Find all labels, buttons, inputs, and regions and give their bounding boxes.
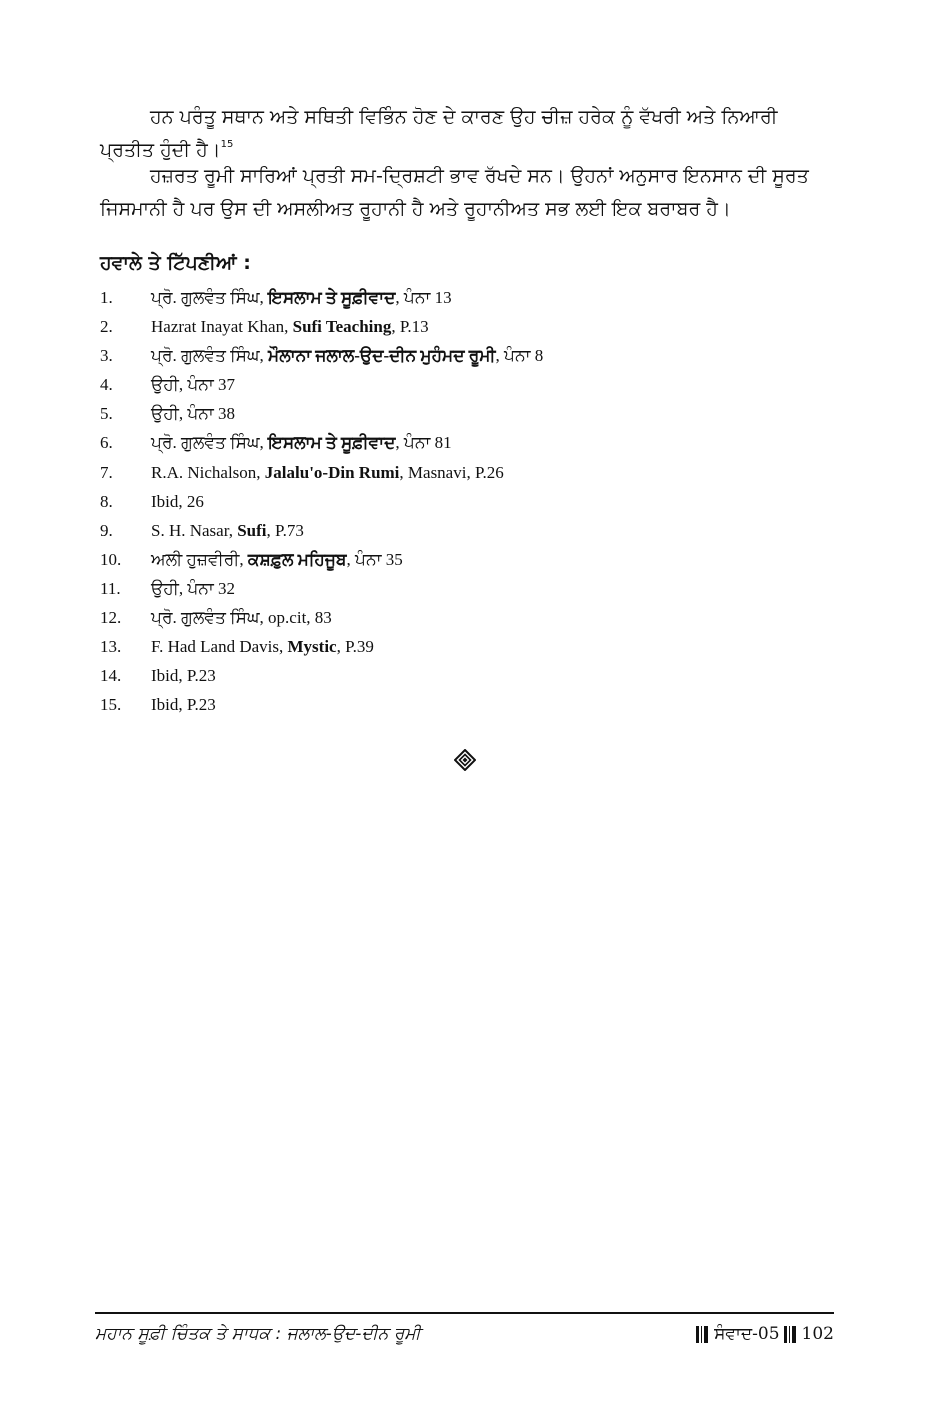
reference-text [151,637,374,656]
reference-item [100,312,543,341]
reference-author: ਅਲੀ ਹੁਜ਼ਵੀਰੀ, [151,549,248,569]
barcode-icon [784,1326,798,1343]
reference-item [100,487,543,516]
reference-title: ਇਸਲਾਮ ਤੇ ਸੂਫ਼ੀਵਾਦ [268,288,396,307]
reference-number: 2. [100,317,113,337]
reference-text [151,404,235,423]
reference-page: , ਪੰਨਾ 35 [346,549,403,569]
paragraph-1-line-2: ਪ੍ਰਤੀਤ ਹੁੰਦੀ ਹੈ। [100,139,221,161]
reference-item [100,545,543,574]
reference-number: 15. [100,695,122,715]
reference-author: F. Had Land Davis, [151,637,288,657]
reference-number: 5. [100,404,113,424]
reference-number: 6. [100,433,113,453]
reference-author: ਪ੍ਰੋ. ਗੁਲਵੰਤ ਸਿੰਘ, [151,346,269,366]
reference-item [100,632,543,661]
reference-text [151,521,304,540]
reference-title: ਕਸ਼ਫ਼ੁਲ ਮਹਿਜੂਬ [247,549,347,569]
reference-item [100,574,543,603]
reference-text [151,550,403,569]
reference-text [151,346,543,365]
reference-page: , P.13 [391,317,429,337]
reference-text [151,288,452,307]
reference-item [100,283,543,312]
reference-number: 14. [100,666,122,686]
paragraph-2-line-1: ਹਜ਼ਰਤ ਰੂਮੀ ਸਾਰਿਆਂ ਪ੍ਰਤੀ ਸਮ-ਦ੍ਰਿਸ਼ਟੀ ਭਾਵ ਰੱਖਦੇ ਸਨ। ਉਹਨਾਂ ਅਨੁਸਾਰ ਇਨਸਾਨ ਦੀ ਸੂਰਤ [150,165,809,187]
reference-item [100,370,543,399]
reference-author: ਪ੍ਰੋ. ਗੁਲਵੰਤ ਸਿੰਘ, [151,433,269,453]
footnote-marker: 15 [220,139,234,150]
references-heading: ਹਵਾਲੇ ਤੇ ਟਿੱਪਣੀਆਂ : [100,252,251,274]
reference-author: R.A. Nichalson, [151,462,265,482]
body-paragraph-1 [100,101,835,167]
footer-rule [95,1312,834,1314]
reference-item [100,428,543,457]
reference-item [100,690,543,719]
reference-page: , ਪੰਨਾ 8 [495,346,544,366]
reference-number: 3. [100,346,113,366]
reference-page: , P.39 [336,637,374,657]
page-number: 102 [801,1324,834,1344]
reference-item [100,458,543,487]
reference-text [151,375,235,394]
reference-author: Ibid, P.23 [151,666,216,686]
reference-title: ਮੌਲਾਨਾ ਜਲਾਲ-ਉਦ-ਦੀਨ ਮੁਹੰਮਦ ਰੂਮੀ [268,346,496,366]
reference-item [100,341,543,370]
reference-title: ਇਸਲਾਮ ਤੇ ਸੂਫ਼ੀਵਾਦ [268,433,396,453]
reference-text [151,666,216,685]
reference-page: , P.73 [266,520,304,540]
reference-text [151,433,452,452]
reference-item [100,603,543,632]
footer-page-info [692,1324,834,1344]
reference-number: 11. [100,578,121,598]
reference-text [151,579,235,598]
reference-text [151,492,204,511]
reference-author: ਪ੍ਰੋ. ਗੁਲਵੰਤ ਸਿੰਘ, [151,288,269,307]
reference-item [100,516,543,545]
reference-number: 4. [100,375,113,395]
references-list [100,283,543,719]
reference-title: Sufi Teaching [292,317,392,337]
reference-title: Sufi [237,520,267,540]
reference-author: Ibid, P.23 [151,695,216,715]
reference-text [151,317,429,336]
reference-author: ਪ੍ਰੋ. ਗੁਲਵੰਤ ਸਿੰਘ, op.cit, 83 [151,608,332,628]
reference-number: 7. [100,462,113,482]
reference-number: 10. [100,549,122,569]
reference-number: 12. [100,608,122,628]
reference-text [151,608,332,627]
reference-number: 13. [100,637,122,657]
reference-item [100,661,543,690]
reference-text [151,463,504,482]
reference-title: Jalalu'o-Din Rumi [264,462,400,482]
reference-author: ਉਹੀ, ਪੰਨਾ 32 [151,578,236,598]
reference-number: 8. [100,491,113,511]
reference-page: , ਪੰਨਾ 81 [395,433,452,453]
reference-author: ਉਹੀ, ਪੰਨਾ 37 [151,375,236,395]
barcode-icon [696,1326,710,1343]
footer-running-title: ਮਹਾਨ ਸੂਫ਼ੀ ਚਿੰਤਕ ਤੇ ਸਾਧਕ : ਜਲਾਲ-ਉਦ-ਦੀਨ ਰੂਮੀ [95,1324,421,1344]
reference-author: Hazrat Inayat Khan, [151,317,293,337]
reference-page: , ਪੰਨਾ 13 [395,288,452,307]
reference-number: 9. [100,520,113,540]
paragraph-1-line-1: ਹਨ ਪਰੰਤੂ ਸਥਾਨ ਅਤੇ ਸਥਿਤੀ ਵਿਭਿੰਨ ਹੋਣ ਦੇ ਕਾਰਣ ਉਹ ਚੀਜ਼ ਹਰੇਕ ਨੂੰ ਵੱਖਰੀ ਅਤੇ ਨਿਆਰੀ [150,106,778,128]
reference-text [151,695,216,714]
body-paragraph-2 [100,160,835,226]
reference-author: Ibid, 26 [151,491,204,511]
reference-title: Mystic [287,637,337,657]
reference-item [100,399,543,428]
reference-number: 1. [100,288,113,307]
diamond-ornament-icon [454,749,476,771]
paragraph-2-line-2: ਜਿਸਮਾਨੀ ਹੈ ਪਰ ਉਸ ਦੀ ਅਸਲੀਅਤ ਰੂਹਾਨੀ ਹੈ ਅਤੇ ਰੂਹਾਨੀਅਤ ਸਭ ਲਈ ਇਕ ਬਰਾਬਰ ਹੈ। [100,198,731,220]
reference-author: S. H. Nasar, [151,520,238,540]
reference-page: , Masnavi, P.26 [399,462,504,482]
journal-name: ਸੰਵਾਦ-05 [714,1324,780,1344]
reference-author: ਉਹੀ, ਪੰਨਾ 38 [151,404,236,424]
